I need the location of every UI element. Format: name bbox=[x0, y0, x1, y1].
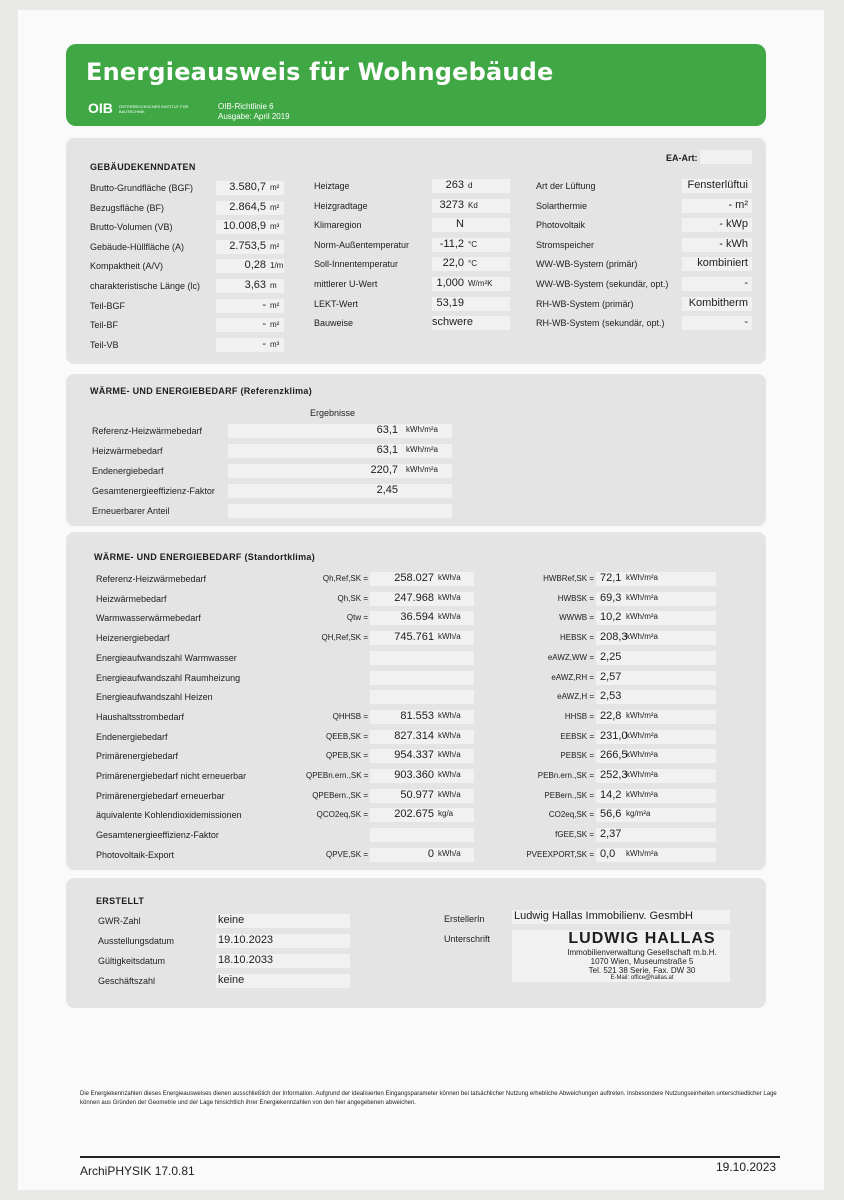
site-value-specific: 56,6 bbox=[600, 808, 622, 821]
created-label: Geschäftszahl bbox=[98, 976, 156, 986]
site-unit-specific: kWh/m²a bbox=[626, 632, 658, 642]
certificate-title: Energieausweis für Wohngebäude bbox=[86, 58, 554, 86]
site-symbol: Qh,SK = bbox=[337, 593, 368, 603]
site-symbol: QCO2eq,SK = bbox=[316, 810, 368, 820]
site-unit: kWh/a bbox=[438, 632, 461, 642]
site-label: Energieaufwandszahl Warmwasser bbox=[96, 652, 237, 663]
site-label: Primärenergiebedarf erneuerbar bbox=[96, 790, 225, 801]
stamp-line-1: Immobilienverwaltung Gesellschaft m.b.H. bbox=[567, 948, 717, 957]
created-value: 18.10.2033 bbox=[218, 954, 274, 966]
building-data-value: 2.864,5 bbox=[229, 200, 266, 213]
building-data-label: RH-WB-System (primär) bbox=[536, 298, 634, 309]
site-unit-specific: kWh/m²a bbox=[626, 770, 658, 779]
created-value: 19.10.2023 bbox=[218, 934, 274, 946]
building-data-value: 53,19 bbox=[436, 296, 464, 309]
building-data-value: Fensterlüftui bbox=[687, 179, 748, 191]
reference-label: Gesamtenergieeffizienz-Faktor bbox=[92, 486, 215, 496]
site-symbol-specific: CO2eq,SK = bbox=[548, 810, 594, 820]
building-data-unit: 1/m bbox=[270, 261, 284, 271]
building-data-unit: d bbox=[468, 181, 473, 190]
stamp-email: E-Mail: office@hallas.at bbox=[610, 975, 674, 981]
building-data-value: 3273 bbox=[439, 198, 464, 211]
site-value: 258.027 bbox=[394, 572, 434, 584]
site-symbol-specific: WWWB = bbox=[559, 613, 594, 623]
creator-label: ErstellerIn bbox=[444, 914, 485, 924]
building-data-value: 263 bbox=[445, 179, 464, 191]
building-data-value: Kombitherm bbox=[688, 296, 748, 309]
building-data-unit: m³ bbox=[270, 339, 280, 349]
reference-value: 63,1 bbox=[376, 444, 398, 456]
site-symbol: QH,Ref,SK = bbox=[321, 633, 368, 643]
building-data-value: 0,28 bbox=[244, 259, 266, 272]
building-data-value: -11,2 bbox=[439, 237, 464, 250]
site-value: 903.360 bbox=[394, 769, 434, 781]
building-data-unit: m³ bbox=[270, 222, 280, 232]
software-version: ArchiPHYSIK 17.0.81 bbox=[80, 1164, 195, 1178]
site-label: Energieaufwandszahl Raumheizung bbox=[96, 672, 241, 683]
building-data-value: 1,000 bbox=[436, 277, 464, 289]
results-label: Ergebnisse bbox=[310, 408, 356, 418]
site-unit: kWh/a bbox=[438, 592, 461, 602]
building-data-unit: Kd bbox=[468, 200, 478, 210]
site-value-specific: 2,53 bbox=[600, 690, 622, 703]
site-value-specific: 2,57 bbox=[600, 670, 622, 683]
created-title: ERSTELLT bbox=[96, 896, 145, 906]
value-field bbox=[370, 828, 474, 842]
site-value: 247.968 bbox=[394, 591, 434, 604]
site-unit-specific: kWh/m²a bbox=[626, 592, 658, 602]
building-data-label: Teil-BF bbox=[90, 320, 119, 331]
stamp-line-2: 1070 Wien, Museumstraße 5 bbox=[590, 957, 694, 966]
building-data-panel bbox=[66, 138, 766, 364]
stamp-line-3: Tel. 521 38 Serie, Fax. DW 30 bbox=[588, 966, 696, 975]
reference-value: 63,1 bbox=[376, 424, 398, 436]
reference-climate-title: WÄRME- UND ENERGIEBEDARF (Referenzklima) bbox=[90, 386, 313, 396]
site-value-specific: 208,3 bbox=[600, 631, 628, 644]
building-data-unit: m² bbox=[270, 300, 280, 310]
site-symbol-specific: PEBn.ern.,SK = bbox=[537, 771, 594, 780]
site-label: Haushaltsstrombedarf bbox=[96, 711, 185, 722]
site-value-specific: 2,25 bbox=[600, 650, 622, 663]
building-data-title: GEBÄUDEKENNDATEN bbox=[90, 162, 196, 172]
building-data-label: Bauweise bbox=[314, 318, 354, 329]
building-data-unit: °C bbox=[468, 239, 477, 249]
site-symbol-specific: PEBern.,SK = bbox=[544, 790, 594, 800]
building-data-label: mittlerer U-Wert bbox=[314, 279, 378, 289]
building-data-label: Brutto-Volumen (VB) bbox=[90, 222, 173, 233]
site-value-specific: 72,1 bbox=[600, 572, 622, 584]
site-symbol-specific: eAWZ,WW = bbox=[547, 652, 594, 662]
building-data-label: Teil-VB bbox=[90, 339, 119, 350]
value-field bbox=[370, 671, 474, 685]
site-unit-specific: kWh/m²a bbox=[626, 750, 658, 760]
guideline-name: OIB-Richtlinie 6 bbox=[218, 102, 274, 111]
building-data-unit: m² bbox=[270, 320, 280, 330]
footer-divider bbox=[80, 1156, 780, 1158]
site-symbol: Qh,Ref,SK = bbox=[322, 574, 368, 583]
building-data-value: - kWp bbox=[719, 218, 748, 231]
site-unit: kg/a bbox=[438, 809, 454, 819]
building-data-label: charakteristische Länge (lc) bbox=[90, 281, 201, 291]
building-data-label: Heiztage bbox=[314, 181, 350, 191]
site-symbol-specific: PEBSK = bbox=[560, 751, 594, 761]
site-label: Primärenergiebedarf bbox=[96, 751, 179, 762]
building-data-value: 2.753,5 bbox=[229, 239, 266, 252]
building-data-unit: m² bbox=[270, 183, 280, 192]
site-symbol: QEEB,SK = bbox=[325, 731, 368, 741]
site-label: Photovoltaik-Export bbox=[96, 849, 175, 860]
value-field bbox=[228, 504, 452, 518]
reference-label: Heizwärmebedarf bbox=[92, 446, 163, 456]
site-symbol-specific: EEBSK = bbox=[560, 731, 594, 741]
value-field bbox=[370, 690, 474, 704]
building-data-value: 22,0 bbox=[442, 257, 464, 270]
value-field bbox=[370, 651, 474, 665]
building-data-value: - kWh bbox=[719, 237, 748, 250]
site-symbol: QPVE,SK = bbox=[325, 849, 368, 859]
site-unit: kWh/a bbox=[438, 573, 461, 582]
site-symbol: QPEB,SK = bbox=[325, 751, 368, 761]
building-data-unit: m bbox=[270, 281, 277, 290]
site-symbol-specific: HHSB = bbox=[564, 711, 594, 721]
site-symbol: QHHSB = bbox=[332, 711, 368, 721]
site-unit-specific: kWh/m²a bbox=[626, 710, 658, 720]
disclaimer-text: Die Energiekennzahlen dieses Energieausweises dienen ausschließlich der Information. Aufgrund der idealisierten Eingangsparameter können bei tatsächlicher Nutzung erhebliche Abweichungen auftreten. Insbesondere Nutzungseinheiten unterschiedlicher Lage können aus Gründen der Geometrie und der Lage hinsichtlich ihrer Energiekennzahlen von den hier angegebenen abweichen. bbox=[80, 1091, 777, 1106]
building-data-label: Soll-Innentemperatur bbox=[314, 259, 399, 270]
site-symbol-specific: HEBSK = bbox=[559, 633, 594, 643]
site-value: 36.594 bbox=[400, 611, 434, 624]
company-stamp bbox=[562, 930, 722, 981]
reference-unit: kWh/m²a bbox=[406, 425, 438, 434]
building-data-value: - bbox=[744, 316, 748, 329]
building-data-value: - bbox=[262, 337, 266, 350]
site-unit: kWh/a bbox=[438, 730, 461, 740]
site-value: 0 bbox=[427, 847, 434, 860]
site-symbol-specific: eAWZ,RH = bbox=[551, 672, 594, 682]
building-data-label: Bezugsfläche (BF) bbox=[90, 202, 165, 213]
building-data-label: Norm-Außentemperatur bbox=[314, 239, 410, 250]
ea-art-field bbox=[700, 150, 752, 164]
site-value-specific: 22,8 bbox=[600, 709, 622, 722]
created-label: Ausstellungsdatum bbox=[98, 936, 175, 946]
site-value-specific: 2,37 bbox=[600, 828, 622, 841]
building-data-unit: m² bbox=[270, 241, 280, 251]
building-data-label: WW-WB-System (sekundär, opt.) bbox=[536, 279, 669, 289]
building-data-unit: W/m²K bbox=[468, 279, 493, 288]
site-label: Warmwasserwärmebedarf bbox=[96, 613, 201, 624]
reference-unit: kWh/m²a bbox=[406, 445, 438, 454]
building-data-value: - bbox=[262, 318, 266, 331]
building-data-label: Solarthermie bbox=[536, 200, 588, 211]
reference-unit: kWh/m²a bbox=[406, 465, 438, 474]
created-value: keine bbox=[218, 974, 245, 986]
building-data-label: Art der Lüftung bbox=[536, 181, 596, 191]
site-value-specific: 14,2 bbox=[600, 788, 622, 801]
site-unit: kWh/a bbox=[438, 750, 461, 760]
building-data-unit: m² bbox=[270, 202, 280, 212]
site-symbol: Qtw = bbox=[346, 613, 368, 623]
building-data-value: 10.008,9 bbox=[223, 220, 266, 233]
site-value-specific: 0,0 bbox=[600, 847, 616, 860]
signature-label: Unterschrift bbox=[444, 934, 491, 944]
site-climate-panel bbox=[66, 532, 766, 870]
building-data-label: Klimaregion bbox=[314, 220, 362, 231]
site-unit-specific: kg/m²a bbox=[626, 809, 651, 819]
site-unit-specific: kWh/m²a bbox=[626, 573, 658, 582]
building-data-label: Photovoltaik bbox=[536, 220, 586, 231]
guideline-edition: Ausgabe: April 2019 bbox=[218, 112, 290, 121]
site-unit: kWh/a bbox=[438, 710, 461, 720]
site-symbol-specific: HWBRef,SK = bbox=[543, 574, 594, 583]
site-unit-specific: kWh/m²a bbox=[626, 730, 658, 740]
site-unit: kWh/a bbox=[438, 789, 461, 799]
building-data-label: Gebäude-Hüllfläche (A) bbox=[90, 241, 185, 252]
site-climate-title: WÄRME- UND ENERGIEBEDARF (Standortklima) bbox=[94, 552, 316, 562]
oib-logo-subtext: ÖSTERREICHISCHES INSTITUT FÜR BAUTECHNIK bbox=[118, 104, 189, 115]
reference-value: 220,7 bbox=[370, 464, 398, 476]
site-value-specific: 69,3 bbox=[600, 591, 622, 604]
site-label: Referenz-Heizwärmebedarf bbox=[96, 574, 207, 584]
created-label: Gültigkeitsdatum bbox=[98, 956, 166, 966]
building-data-value: N bbox=[456, 218, 464, 231]
site-label: Heizwärmebedarf bbox=[96, 593, 167, 604]
site-value: 827.314 bbox=[394, 729, 434, 742]
building-data-value: 3.580,7 bbox=[229, 181, 266, 193]
site-label: Primärenergiebedarf nicht erneuerbar bbox=[96, 771, 247, 781]
creator-value: Ludwig Hallas Immobilienv. GesmbH bbox=[514, 910, 693, 922]
reference-value: 2,45 bbox=[376, 484, 398, 496]
building-data-label: Kompaktheit (A/V) bbox=[90, 261, 164, 272]
site-value: 954.337 bbox=[394, 749, 434, 762]
reference-label: Erneuerbarer Anteil bbox=[92, 506, 170, 516]
site-unit-specific: kWh/m²a bbox=[626, 612, 658, 622]
building-data-value: kombiniert bbox=[697, 257, 748, 270]
building-data-value: - bbox=[744, 277, 748, 289]
site-unit-specific: kWh/m²a bbox=[626, 789, 658, 799]
site-label: äquivalente Kohlendioxidemissionen bbox=[96, 810, 242, 821]
site-value-specific: 10,2 bbox=[600, 611, 622, 624]
site-label: Gesamtenergieeffizienz-Faktor bbox=[96, 830, 219, 841]
ea-art-label: EA-Art: bbox=[666, 153, 698, 163]
building-data-label: LEKT-Wert bbox=[314, 298, 358, 309]
building-data-value: - bbox=[262, 298, 266, 311]
reference-climate-panel bbox=[66, 374, 766, 526]
site-value: 745.761 bbox=[394, 631, 434, 644]
site-symbol-specific: eAWZ,H = bbox=[557, 692, 594, 702]
site-label: Heizenergiebedarf bbox=[96, 633, 170, 644]
site-unit: kWh/a bbox=[438, 612, 461, 622]
site-symbol-specific: HWBSK = bbox=[557, 593, 594, 603]
site-symbol: QPEBern.,SK = bbox=[312, 790, 368, 800]
site-label: Endenergiebedarf bbox=[96, 731, 168, 742]
site-symbol-specific: PVEEXPORT,SK = bbox=[526, 849, 594, 859]
oib-logo bbox=[88, 100, 199, 116]
site-label: Energieaufwandszahl Heizen bbox=[96, 692, 213, 703]
created-value: keine bbox=[218, 914, 245, 926]
building-data-value: 3,63 bbox=[244, 279, 266, 291]
building-data-label: RH-WB-System (sekundär, opt.) bbox=[536, 318, 665, 329]
building-data-value: schwere bbox=[432, 316, 473, 329]
stamp-company-name: LUDWIG HALLAS bbox=[568, 930, 716, 947]
building-data-label: Teil-BGF bbox=[90, 300, 126, 311]
site-symbol-specific: fGEE,SK = bbox=[555, 830, 594, 840]
site-unit: kWh/a bbox=[438, 770, 461, 779]
certificate-header bbox=[66, 44, 766, 126]
guideline-info bbox=[218, 102, 290, 122]
site-value-specific: 231,0 bbox=[600, 729, 628, 742]
created-label: GWR-Zahl bbox=[98, 916, 141, 926]
footer-date: 19.10.2023 bbox=[716, 1160, 777, 1174]
oib-logo-text: OIB bbox=[88, 100, 113, 116]
building-data-label: Heizgradtage bbox=[314, 200, 368, 211]
site-unit-specific: kWh/m²a bbox=[626, 848, 658, 858]
building-data-label: Stromspeicher bbox=[536, 239, 595, 250]
site-value: 202.675 bbox=[394, 808, 434, 821]
building-data-label: WW-WB-System (primär) bbox=[536, 259, 638, 270]
building-data-unit: °C bbox=[468, 259, 477, 269]
site-value-specific: 252,3 bbox=[600, 769, 628, 781]
site-symbol: QPEBn.ern.,SK = bbox=[306, 771, 369, 780]
site-value: 50.977 bbox=[400, 788, 434, 801]
site-value: 81.553 bbox=[400, 709, 434, 722]
site-value-specific: 266,5 bbox=[600, 749, 628, 762]
building-data-label: Brutto-Grundfläche (BGF) bbox=[90, 183, 194, 193]
building-data-value: - m² bbox=[728, 198, 748, 211]
reference-label: Endenergiebedarf bbox=[92, 466, 164, 476]
reference-label: Referenz-Heizwärmebedarf bbox=[92, 426, 203, 436]
site-unit: kWh/a bbox=[438, 848, 461, 858]
